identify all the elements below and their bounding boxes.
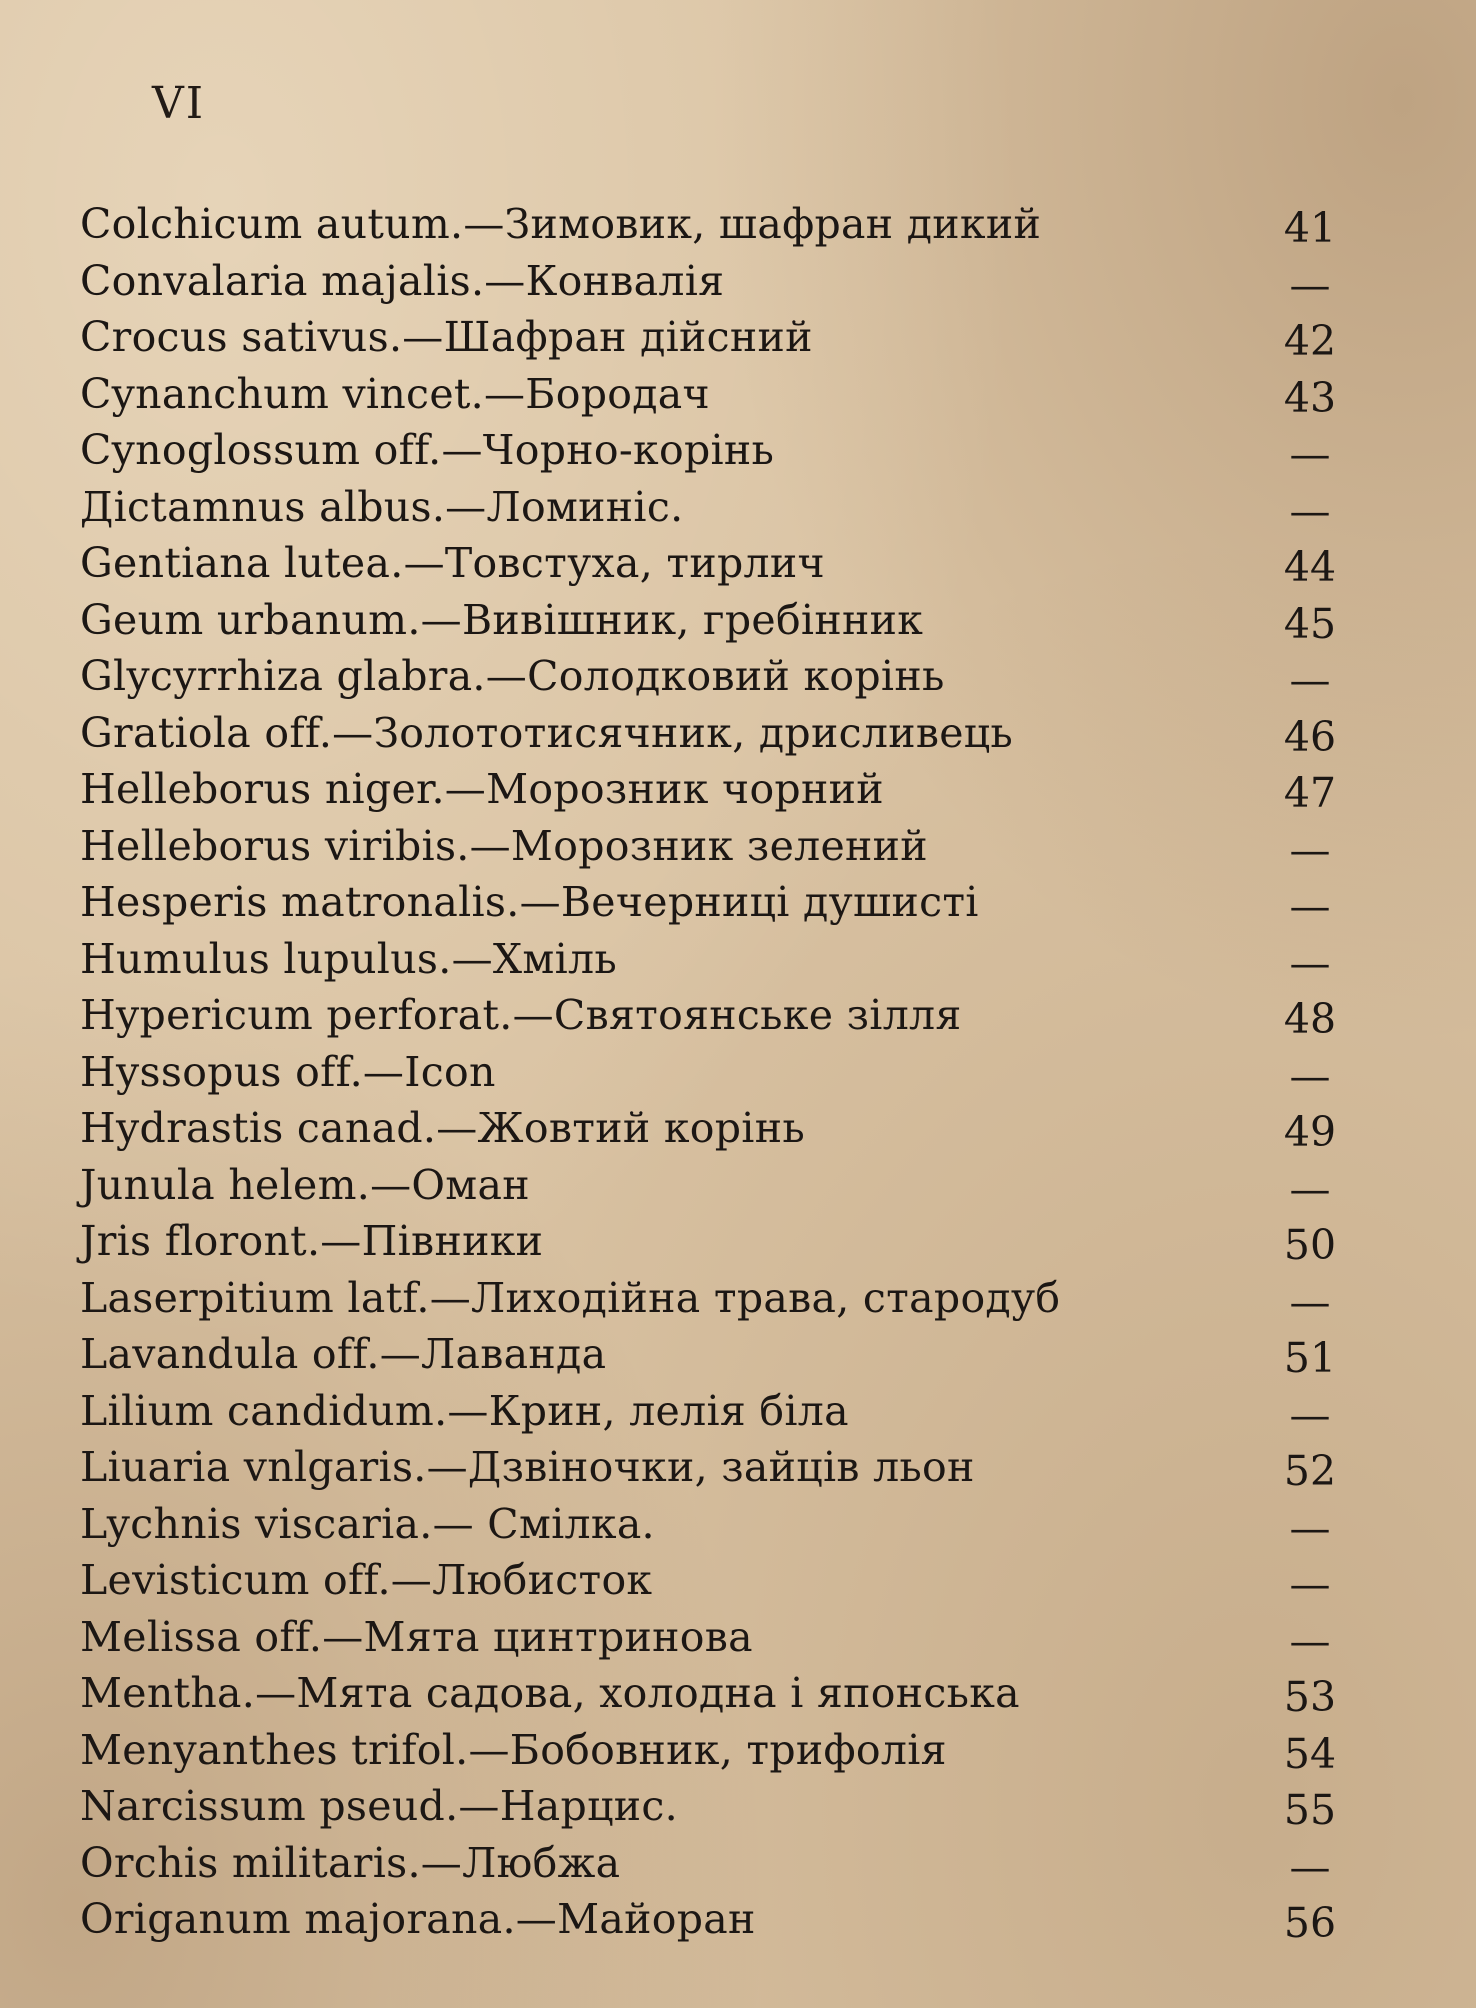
index-entry [80,535,1350,592]
entry-page-number: — [1289,825,1331,874]
entry-text: Cynanchum vincet.—Бородач [80,369,710,418]
entry-page-number: 44 [1283,543,1337,591]
entry-page-number: — [1289,656,1331,704]
entry-text: Mentha.—Мята садова, холодна і японська [80,1669,1020,1717]
index-entry [80,592,1350,649]
index-entry [80,1157,1350,1214]
index-entry [80,761,1350,818]
entry-text: Hypericum perforat.—Святоянське зілля [80,991,962,1039]
index-entry [80,309,1350,366]
entry-text: Geum urbanum.—Вивішник, гребінник [80,595,924,644]
entry-text: Origanum majorana.—Майоран [80,1895,756,1943]
entry-page-number: 42 [1283,317,1337,365]
entry-page-number: — [1289,1842,1331,1891]
entry-page-number: 56 [1283,1899,1337,1947]
entry-text: Colchicum autum.—Зимовик, шафран дикий [80,200,1042,248]
index-entry [80,931,1350,988]
index-entry [80,987,1350,1044]
entry-page-number: 48 [1283,995,1337,1043]
index-entry [80,253,1350,310]
entry-page-number: — [1289,1051,1331,1100]
entry-page-number: 52 [1283,1447,1337,1495]
entry-page-number: 47 [1283,769,1337,817]
index-entry [80,1891,1350,1948]
index-entry [80,422,1350,479]
index-entry [80,1496,1350,1553]
entry-page-number: — [1289,1164,1331,1213]
index-entry [80,1552,1350,1609]
entry-page-number: — [1289,486,1331,535]
index-entry [80,1835,1350,1892]
index-entry [80,874,1350,931]
page-number: VI [152,78,206,129]
index-entry [80,1665,1350,1722]
entry-text: Cynoglossum off.—Чорно-корінь [80,426,775,474]
entry-text: Hyssopus off.—Icon [80,1047,496,1096]
entry-text: Melissa off.—Мята цинтринова [80,1612,753,1661]
index-entry [80,648,1350,705]
entry-text: Lychnis viscaria.— Смілка. [80,1499,655,1548]
index-entry [80,1778,1350,1835]
entry-text: Orchis militaris.—Любжа [80,1838,621,1887]
index-entry [80,1609,1350,1666]
entry-page-number: — [1289,1277,1331,1326]
index-entry [80,1044,1350,1101]
index-entry [80,366,1350,423]
entry-text: Menyanthes trifol.—Бобовник, трифолія [80,1725,947,1774]
index-entry [80,818,1350,875]
index-entry [80,1270,1350,1327]
entry-text: Crocus sativus.—Шафран дійсний [80,313,813,361]
entry-page-number: 46 [1283,712,1337,761]
entry-text: Hesperis matronalis.—Вечерниці душисті [80,878,979,926]
entry-text: Gratiola off.—Золототисячник, дрисливець [80,708,1014,757]
entry-text: Humulus lupulus.—Хміль [80,934,617,983]
index-list [80,196,1350,1948]
index-entry [80,1213,1350,1270]
entry-page-number: 54 [1283,1729,1337,1778]
index-entry [80,705,1350,762]
entry-page-number: — [1289,1503,1331,1552]
entry-text: Convalaria majalis.—Конвалія [80,256,725,305]
entry-page-number: 41 [1283,204,1337,252]
entry-text: Дictamnus albus.—Ломиніс. [80,482,684,531]
entry-text: Levisticum off.—Любисток [80,1556,653,1604]
entry-text: Laserpitium latf.—Лиходійна трава, стародуб [80,1273,1061,1322]
entry-page-number: 50 [1283,1221,1337,1269]
entry-text: Lavandula off.—Лаванда [80,1330,607,1378]
index-entry [80,1326,1350,1383]
entry-page-number: 43 [1283,373,1337,422]
entry-page-number: — [1289,1616,1331,1665]
entry-page-number: 49 [1283,1108,1337,1156]
index-entry [80,1383,1350,1440]
index-entry [80,479,1350,536]
entry-text: Gentiana lutea.—Товстуха, тирлич [80,539,825,587]
entry-page-number: — [1289,1560,1331,1608]
entry-page-number: — [1289,430,1331,478]
index-entry [80,1722,1350,1779]
entry-text: Jris floront.—Півники [80,1217,544,1265]
index-entry [80,196,1350,253]
entry-text: Liuaria vnlgaris.—Дзвіночки, зайців льон [80,1443,975,1491]
entry-text: Narcissum pseud.—Нарцис. [80,1782,678,1830]
entry-text: Helleborus niger.—Морозник чорний [80,765,884,813]
entry-page-number: 55 [1283,1786,1337,1834]
entry-text: Helleborus viribis.—Морозник зелений [80,821,928,870]
entry-text: Lilium candidum.—Крин, лелія біла [80,1386,849,1435]
entry-text: Glycyrrhiza glabra.—Солодковий корінь [80,652,945,700]
entry-page-number: — [1289,882,1331,930]
index-entry [80,1100,1350,1157]
entry-page-number: 51 [1283,1334,1337,1382]
entry-page-number: — [1289,938,1331,987]
entry-page-number: — [1289,260,1331,309]
entry-page-number: — [1289,1390,1331,1439]
entry-text: Hydrastis canad.—Жовтий корінь [80,1104,805,1152]
index-entry [80,1439,1350,1496]
entry-page-number: 45 [1283,599,1337,648]
entry-text: Junula helem.—Оман [80,1160,530,1209]
entry-page-number: 53 [1283,1673,1337,1721]
